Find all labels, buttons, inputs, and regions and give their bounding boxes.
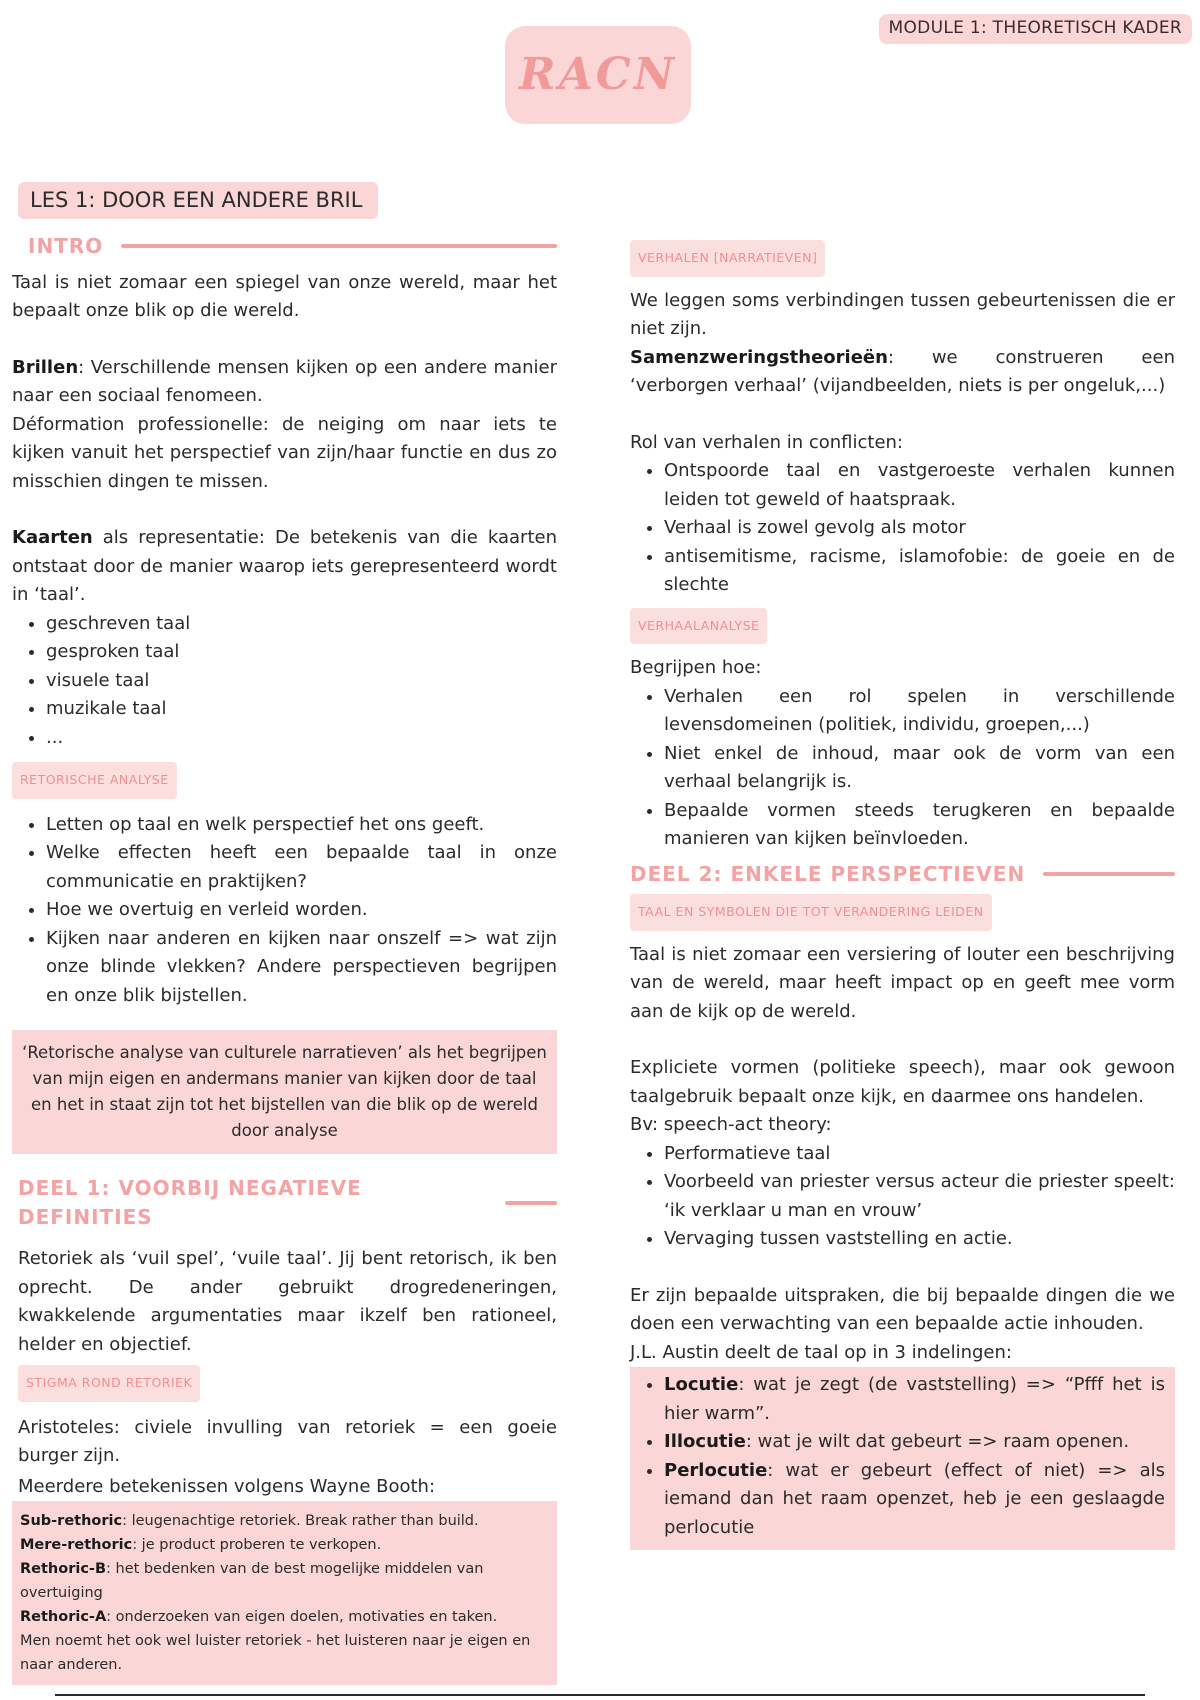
- list-item: • ...: [46, 724, 557, 753]
- list-item: • Performatieve taal: [664, 1140, 1175, 1169]
- logo-text: RACN: [519, 49, 677, 100]
- definitions-box: [12, 1501, 557, 1685]
- heading-divider: [1043, 872, 1175, 876]
- brillen-paragraph: [12, 354, 557, 411]
- austin-term: Perlocutie: [664, 1459, 768, 1481]
- list-item: [664, 1457, 1165, 1543]
- list-item: [664, 1428, 1165, 1457]
- deel2-heading-text: DEEL 2: ENKELE PERSPECTIEVEN: [630, 861, 1026, 886]
- stigma-tag: STIGMA ROND RETORIEK: [18, 1365, 200, 1402]
- deel1-paragraph: Retoriek als ‘vuil spel’, ‘vuile taal’. Jij bent retorisch, ik ben oprecht. De ander gebruikt drogredeneringen, kwakkelende argumentaties maar ikzelf ben rationeel, helder en objectief.: [18, 1248, 557, 1355]
- austin-term: Locutie: [664, 1374, 739, 1395]
- list-item: • Verhalen een rol spelen in verschillende levensdomeinen (politiek, individu, groepen,...): [664, 683, 1175, 740]
- definition-text: : leugenachtige retoriek. Break rather than build.: [122, 1513, 479, 1529]
- kaarten-term: Kaarten: [12, 527, 93, 548]
- definition-item: [20, 1509, 549, 1533]
- heading-divider: [505, 1201, 557, 1205]
- speech-act-intro: Bv: speech-act theory:: [630, 1114, 832, 1135]
- austin-text: : wat er gebeurt (effect of niet) => als iemand dan het raam openzet, heb je een geslaagde perlocutie: [664, 1459, 1165, 1538]
- list-item: • Hoe we overtuig en verleid worden.: [46, 896, 557, 925]
- definition-item: [20, 1557, 549, 1605]
- list-item: • antisemitisme, racisme, islamofobie: de goeie en de slechte: [664, 543, 1175, 600]
- verhalen-paragraph: We leggen soms verbindingen tussen gebeurtenissen die er niet zijn.: [630, 289, 1175, 339]
- list-item: • geschreven taal: [46, 610, 557, 639]
- deel1-heading: [18, 1174, 557, 1231]
- definition-term: Sub-rethoric: [20, 1513, 123, 1529]
- speech-act-list: [630, 1140, 1175, 1254]
- list-item: • Niet enkel de inhoud, maar ook de vorm van een verhaal belangrijk is.: [664, 740, 1175, 797]
- list-item: • Welke effecten heeft een bepaalde taal in onze communicatie en praktijken?: [46, 839, 557, 896]
- definition-text: : onderzoeken van eigen doelen, motivaties en taken.: [106, 1609, 498, 1625]
- deel1-heading-text: DEEL 1: VOORBIJ NEGATIEVE DEFINITIES: [18, 1176, 362, 1229]
- verhalen-tag: VERHALEN [NARRATIEVEN]: [630, 240, 825, 277]
- intro-heading-text: INTRO: [28, 234, 104, 258]
- samenzwering-paragraph: [630, 344, 1175, 401]
- verhaalanalyse-tag: VERHAALANALYSE: [630, 608, 767, 645]
- austin-box: [630, 1367, 1175, 1550]
- retorische-analyse-tag: RETORISCHE ANALYSE: [12, 762, 177, 799]
- brillen-term: Brillen: [12, 356, 79, 378]
- intro-paragraph: Taal is niet zomaar een spiegel van onze wereld, maar het bepaalt onze blik op die wereld.: [12, 271, 557, 321]
- austin-text: : wat je wilt dat gebeurt => raam openen.: [745, 1431, 1130, 1452]
- symbolen-tag: TAAL EN SYMBOLEN DIE TOT VERANDERING LEIDEN: [630, 894, 992, 931]
- list-item: [664, 1371, 1165, 1428]
- samenzwering-text: : we construeren een ‘verborgen verhaal’ (vijandbeelden, niets is per ongeluk,...): [630, 346, 1175, 396]
- retorische-list: [12, 811, 557, 1011]
- left-column: [12, 232, 557, 1685]
- deformation-paragraph: Déformation professionelle: de neiging om naar iets te kijken vanuit het perspectief van zijn/haar functie en dus zo misschien dingen te missen.: [12, 413, 557, 492]
- list-item: • Vervaging tussen vaststelling en actie.: [664, 1225, 1175, 1254]
- aristoteles-paragraph: Aristoteles: civiele invulling van retoriek = een goeie burger zijn.: [18, 1416, 557, 1466]
- austin-term: Illocutie: [664, 1431, 746, 1452]
- definition-item: [20, 1605, 549, 1629]
- begrijpen-list: [630, 683, 1175, 854]
- list-item: • visuele taal: [46, 667, 557, 696]
- right-column: [630, 240, 1175, 1550]
- module-label: MODULE 1: THEORETISCH KADER: [879, 14, 1192, 44]
- booth-paragraph: Meerdere betekenissen volgens Wayne Booth:: [18, 1475, 436, 1497]
- luister-text: Men noemt het ook wel luister retoriek - het luisteren naar je eigen en naar anderen.: [20, 1633, 531, 1673]
- uitspraken-paragraph: Er zijn bepaalde uitspraken, die bij bepaalde dingen die we doen een verwachting van een bepaalde actie inhouden.: [630, 1284, 1175, 1334]
- symbolen-paragraph-1: Taal is niet zomaar een versiering of louter een beschrijving van de wereld, maar heeft impact op en geeft mee vorm aan de kijk op de wereld.: [630, 943, 1175, 1022]
- definition-text: : je product proberen te verkopen.: [132, 1537, 382, 1553]
- definition-text: : het bedenken van de best mogelijke middelen van overtuiging: [20, 1561, 484, 1601]
- list-item: • Kijken naar anderen en kijken naar onszelf => wat zijn onze blinde vlekken? Andere perspectieven begrijpen en onze blik bijstellen.: [46, 925, 557, 1011]
- definition-term: Mere-rethoric: [20, 1537, 133, 1553]
- deel2-heading: [630, 860, 1175, 889]
- intro-heading: [28, 232, 557, 261]
- austin-text: : wat je zegt (de vaststelling) => “Pfff het is hier warm”.: [664, 1374, 1165, 1424]
- austin-list: [630, 1371, 1165, 1542]
- footer-rule: [55, 1694, 1145, 1696]
- kaarten-paragraph: [12, 524, 557, 610]
- quote-box: ‘Retorische analyse van culturele narratieven’ als het begrijpen van mijn eigen en andermans manier van kijken door de taal en het in staat zijn tot het bijstellen van die blik op de wereld door analyse: [12, 1030, 557, 1154]
- samenzwering-term: Samenzweringstheorieën: [630, 346, 888, 368]
- list-item: • Ontspoorde taal en vastgeroeste verhalen kunnen leiden tot geweld of haatspraak.: [664, 457, 1175, 514]
- list-item: • Letten op taal en welk perspectief het ons geeft.: [46, 811, 557, 840]
- austin-intro: J.L. Austin deelt de taal op in 3 indelingen:: [630, 1341, 1012, 1363]
- rol-paragraph: Rol van verhalen in conflicten:: [630, 431, 903, 453]
- symbolen-paragraph-2: Expliciete vormen (politieke speech), maar ook gewoon taalgebruik bepaalt onze kijk, en daarmee ons handelen.: [630, 1057, 1175, 1107]
- lesson-title: LES 1: DOOR EEN ANDERE BRIL: [18, 182, 378, 219]
- rol-list: [630, 457, 1175, 600]
- list-item: • muzikale taal: [46, 695, 557, 724]
- list-item: • Bepaalde vormen steeds terugkeren en bepaalde manieren van kijken beïnvloeden.: [664, 797, 1175, 854]
- kaarten-text: als representatie: De betekenis van die kaarten ontstaat door de manier waarop iets gerepresenteerd wordt in ‘taal’.: [12, 527, 557, 605]
- logo: [505, 26, 691, 124]
- brillen-text: : Verschillende mensen kijken op een andere manier naar een sociaal fenomeen.: [12, 356, 557, 406]
- taal-list: [12, 610, 557, 753]
- list-item: • Voorbeeld van priester versus acteur die priester speelt: ‘ik verklaar u man en vrouw’: [664, 1168, 1175, 1225]
- definition-term: Rethoric-B: [20, 1561, 107, 1577]
- heading-divider: [121, 244, 557, 248]
- begrijpen-paragraph: Begrijpen hoe:: [630, 657, 762, 678]
- list-item: • gesproken taal: [46, 638, 557, 667]
- definition-term: Rethoric-A: [20, 1609, 107, 1625]
- list-item: • Verhaal is zowel gevolg als motor: [664, 514, 1175, 543]
- definition-item: [20, 1533, 549, 1557]
